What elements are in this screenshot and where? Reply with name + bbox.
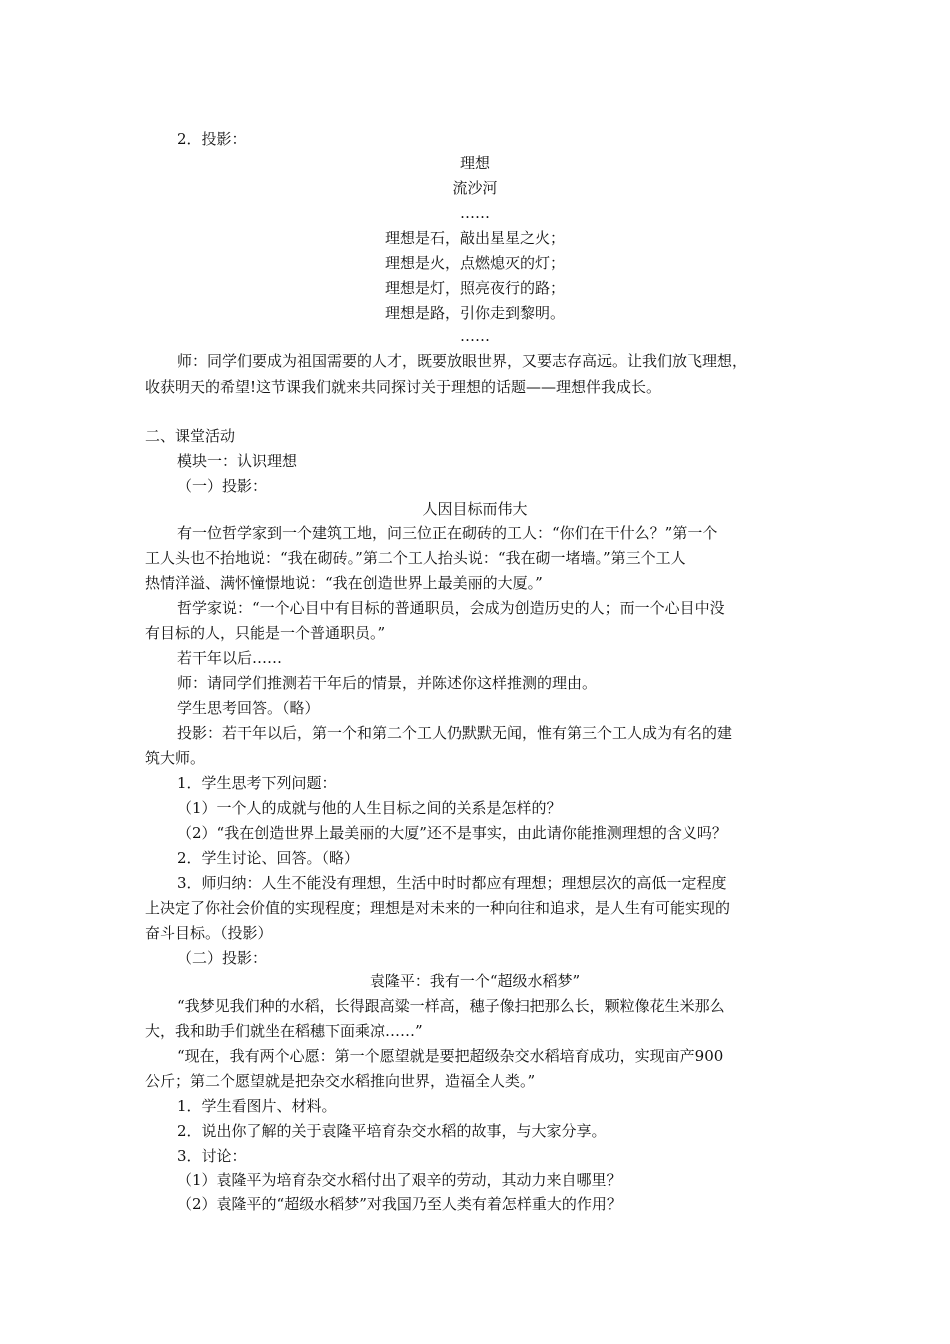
poem-line: 理想是石，敲出星星之火； <box>384 229 565 247</box>
poem-author: 流沙河 <box>452 179 498 197</box>
paragraph-line: “我梦见我们种的水稻，长得跟高粱一样高，穗子像扫把那么长，颗粒像花生米那么 <box>177 997 725 1015</box>
poem-ellipsis-bottom: …… <box>460 327 490 345</box>
paragraph-line: 工人头也不抬地说：“我在砌砖。”第二个工人抬头说：“我在砌一堵墙。”第三个工人 <box>145 549 686 567</box>
paragraph-line: 投影：若干年以后，第一个和第二个工人仍默默无闻，惟有第三个工人成为有名的建 <box>177 724 733 742</box>
poem-title: 理想 <box>459 154 490 172</box>
list-item: （1）袁隆平为培育杂交水稻付出了艰辛的劳动，其动力来自哪里？ <box>177 1171 622 1189</box>
module-heading: 模块一：认识理想 <box>177 452 298 470</box>
list-item: 3．讨论： <box>177 1147 247 1165</box>
paragraph-line: 收获明天的希望!这节课我们就来共同探讨关于理想的话题——理想伴我成长。 <box>145 378 662 396</box>
paragraph-line: 公斤；第二个愿望就是把杂交水稻推向世界，造福全人类。” <box>145 1072 536 1090</box>
item-2-projection: 2．投影： <box>177 130 247 148</box>
story-title: 袁隆平：我有一个“超级水稻梦” <box>369 972 581 990</box>
paragraph-line: 上决定了你社会价值的实现程度；理想是对未来的一种向往和追求，是人生有可能实现的 <box>145 899 731 917</box>
subsection-heading: （二）投影： <box>177 949 268 967</box>
story-title: 人因目标而伟大 <box>422 500 528 518</box>
paragraph-line: 有一位哲学家到一个建筑工地，问三位正在砌砖的工人：“你们在干什么？”第一个 <box>177 524 718 542</box>
section-heading: 二、课堂活动 <box>145 427 236 445</box>
list-item: 1．学生思考下列问题： <box>177 774 337 792</box>
paragraph-line: 若干年以后…… <box>177 649 283 667</box>
paragraph-line: 奋斗目标。（投影） <box>145 924 273 942</box>
list-item: （2）袁隆平的“超级水稻梦”对我国乃至人类有着怎样重大的作用？ <box>177 1195 622 1213</box>
paragraph-line: 师：请同学们推测若干年后的情景，并陈述你这样推测的理由。 <box>177 674 598 692</box>
paragraph-line: “现在，我有两个心愿：第一个愿望就是要把超级杂交水稻培育成功，实现亩产900 <box>177 1047 724 1065</box>
list-item: 1．学生看图片、材料。 <box>177 1097 337 1115</box>
poem-line: 理想是路，引你走到黎明。 <box>384 304 565 322</box>
list-item: （2）“我在创造世界上最美丽的大厦”还不是事实，由此请你能推测理想的含义吗？ <box>177 824 727 842</box>
poem-ellipsis-top: …… <box>460 204 490 222</box>
paragraph-line: 师：同学们要成为祖国需要的人才，既要放眼世界，又要志存高远。让我们放飞理想， <box>177 352 748 370</box>
paragraph-line: 学生思考回答。（略） <box>177 699 320 717</box>
list-item: （1）一个人的成就与他的人生目标之间的关系是怎样的？ <box>177 799 562 817</box>
list-item: 2．说出你了解的关于袁隆平培育杂交水稻的故事，与大家分享。 <box>177 1122 607 1140</box>
paragraph-line: 热情洋溢、满怀憧憬地说：“我在创造世界上最美丽的大厦。” <box>145 574 543 592</box>
poem-line: 理想是火，点燃熄灭的灯； <box>384 254 565 272</box>
paragraph-line: 筑大师。 <box>145 749 206 767</box>
poem-line: 理想是灯，照亮夜行的路； <box>384 279 565 297</box>
paragraph-line: 哲学家说：“一个心目中有目标的普通职员，会成为创造历史的人；而一个心目中没 <box>177 599 725 617</box>
list-item: 2．学生讨论、回答。（略） <box>177 849 360 867</box>
subsection-heading: （一）投影： <box>177 477 268 495</box>
list-item: 3．师归纳：人生不能没有理想，生活中时时都应有理想；理想层次的高低一定程度 <box>177 874 727 892</box>
paragraph-line: 有目标的人，只能是一个普通职员。” <box>145 624 386 642</box>
paragraph-line: 大，我和助手们就坐在稻穗下面乘凉……” <box>145 1022 423 1040</box>
